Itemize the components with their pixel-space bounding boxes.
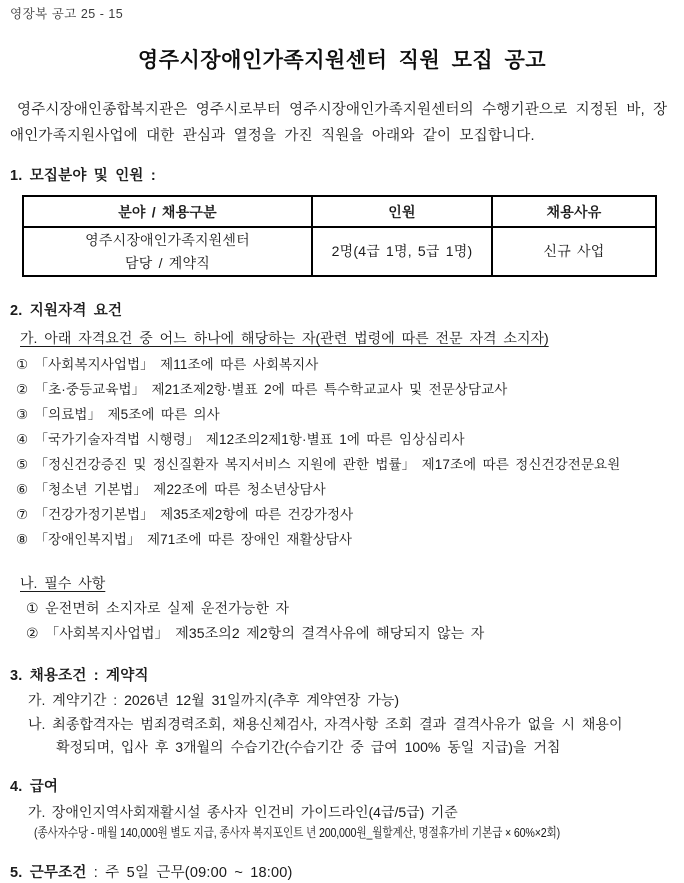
section2-sub-b-heading: 나. 필수 사항	[20, 575, 106, 591]
list-item: ⑦ 「건강가정기본법」 제35조제2항에 따른 건강가정사	[16, 507, 354, 522]
cell-field-line1: 영주시장애인가족지원센터	[85, 231, 250, 248]
employment-condition-list	[28, 689, 674, 760]
salary-guideline-line: 가. 장애인지역사회재활시설 종사자 인건비 가이드라인(4급/5급) 기준	[28, 803, 458, 820]
col-header-count: 인원	[312, 196, 492, 227]
doc-number: 영장복 공고 25 - 15	[10, 7, 124, 21]
col-header-reason: 채용사유	[492, 196, 656, 227]
section5-heading	[10, 863, 674, 883]
section2-sub-a-heading: 가. 아래 자격요건 중 어느 하나에 해당하는 자(관련 법령에 따른 전문 자격 소지자)	[20, 330, 549, 346]
col-header-field: 분야 / 채용구분	[23, 196, 312, 227]
section3-heading: 3. 채용조건 : 계약직	[10, 668, 149, 684]
salary-detail-line	[34, 823, 674, 842]
cell-count: 2명(4급 1명, 5급 1명)	[312, 227, 492, 276]
qualification-list	[16, 352, 674, 552]
section5-heading-rest: : 주 5일 근무(09:00 ~ 18:00)	[86, 864, 293, 881]
table-header-row	[23, 196, 656, 227]
cell-field-line2: 담당 / 계약직	[125, 254, 210, 271]
list-item: ① 운전면허 소지자로 실제 운전가능한 자	[26, 600, 290, 616]
list-item: ② 「초·중등교육법」 제21조제2항·별표 2에 따른 특수학교교사 및 전문상담교사	[16, 382, 508, 397]
list-item: ⑤ 「정신건강증진 및 정신질환자 복지서비스 지원에 관한 법률」 제17조에 따른 정신건강전문요원	[16, 457, 621, 472]
list-item: ② 「사회복지사업법」 제35조의2 제2항의 결격사유에 해당되지 않는 자	[26, 625, 485, 641]
list-item: 나. 최종합격자는 범죄경력조회, 채용신체검사, 자격사항 조회 결과 결격사유가 없을 시 채용이	[28, 715, 623, 732]
list-item: ① 「사회복지사업법」 제11조에 따른 사회복지사	[16, 357, 319, 372]
section4-heading: 4. 급여	[10, 778, 59, 795]
section2-heading: 2. 지원자격 요건	[10, 303, 123, 319]
intro-paragraph: 영주시장애인종합복지관은 영주시로부터 영주시장애인가족지원센터의 수행기관으로 지정된 바, 장애인가족지원사업에 대한 관심과 열정을 가진 직원을 아래와 같이 모집합니다.	[10, 102, 668, 144]
table-row	[23, 227, 656, 276]
list-item: 가. 계약기간 : 2026년 12월 31일까지(추후 계약연장 가능)	[28, 692, 400, 708]
page-title: 영주시장애인가족지원센터 직원 모집 공고	[137, 49, 547, 72]
section1-heading: 1. 모집분야 및 인원 :	[10, 168, 156, 184]
list-item: ③ 「의료법」 제5조에 따른 의사	[16, 407, 220, 422]
list-item: ④ 「국가기술자격법 시행령」 제12조의2제1항·별표 1에 따른 임상심리사	[16, 432, 465, 447]
list-item: ⑧ 「장애인복지법」 제71조에 따른 장애인 재활상담사	[16, 532, 353, 547]
cell-field	[23, 227, 312, 276]
list-item-continuation: 확정되며, 입사 후 3개월의 수습기간(수습기간 중 급여 100% 동일 지급)을 거침	[56, 739, 561, 755]
section5-heading-bold: 5. 근무조건	[10, 864, 87, 881]
cell-reason: 신규 사업	[492, 227, 656, 276]
recruit-table	[22, 195, 657, 277]
list-item: ⑥ 「청소년 기본법」 제22조에 따른 청소년상담사	[16, 482, 326, 497]
required-list	[26, 596, 674, 646]
salary-detail-text: (종사자수당 - 매월 140,000원 별도 지급, 종사자 복지포인트 년 200,000원_월할계산, 명절휴가비 기본급 × 60%×2회)	[34, 824, 561, 840]
